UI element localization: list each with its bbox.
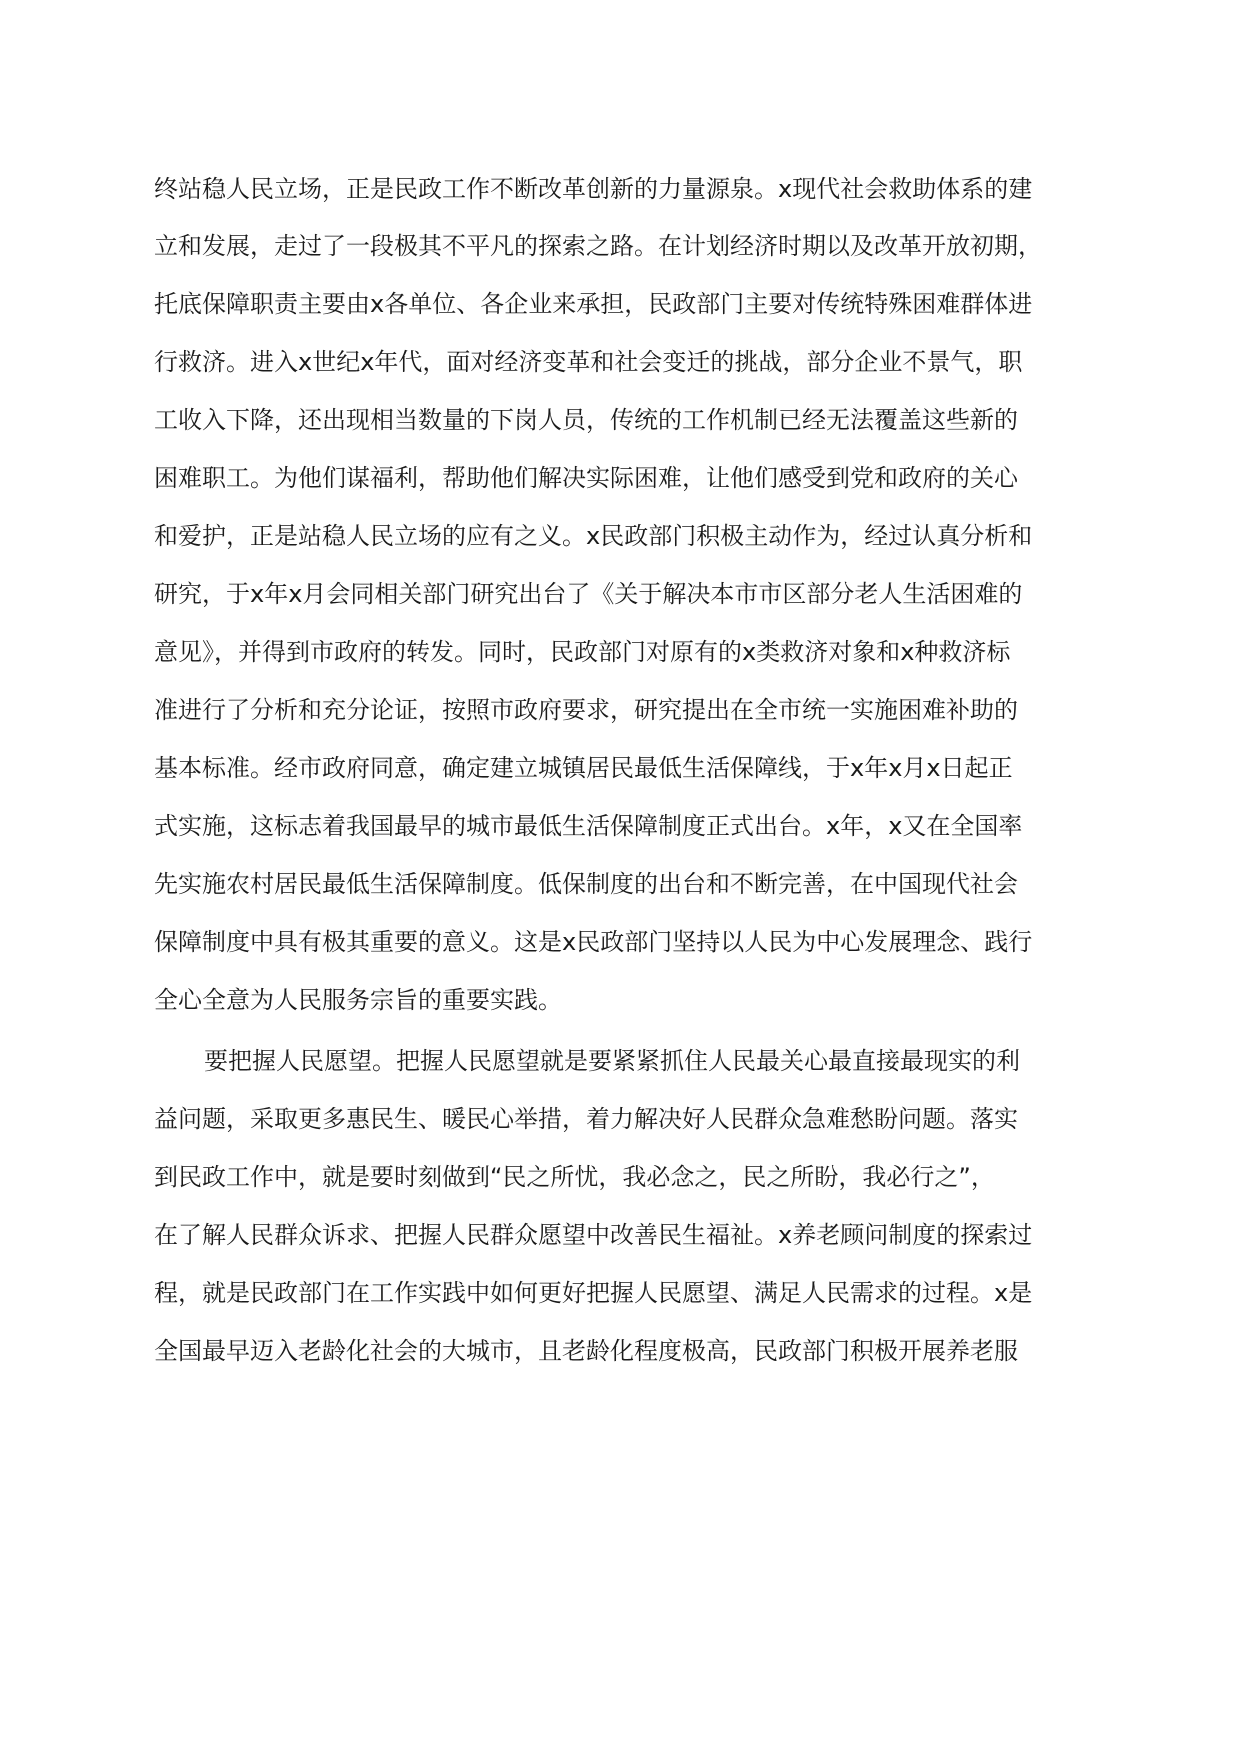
paragraph-1-line-8: 研究，于x年x月会同相关部门研究出台了《关于解决本市市区部分老人生活困难的 bbox=[154, 580, 1023, 608]
paragraph-1-line-14: 保障制度中具有极其重要的意义。这是x民政部门坚持以人民为中心发展理念、践行 bbox=[154, 928, 1033, 956]
paragraph-1-line-6: 困难职工。为他们谋福利，帮助他们解决实际困难，让他们感受到党和政府的关心 bbox=[154, 464, 1018, 492]
paragraph-1-line-13: 先实施农村居民最低生活保障制度。低保制度的出台和不断完善，在中国现代社会 bbox=[154, 870, 1018, 898]
paragraph-2-line-3: 到民政工作中，就是要时刻做到“民之所忧，我必念之，民之所盼，我必行之”， bbox=[154, 1163, 995, 1191]
paragraph-1-line-11: 基本标准。经市政府同意，确定建立城镇居民最低生活保障线，于x年x月x日起正 bbox=[154, 754, 1013, 782]
paragraph-2-line-6: 全国最早迈入老龄化社会的大城市，且老龄化程度极高，民政部门积极开展养老服 bbox=[154, 1337, 1018, 1365]
paragraph-1-line-10: 准进行了分析和充分论证，按照市政府要求，研究提出在全市统一实施困难补助的 bbox=[154, 696, 1018, 724]
paragraph-2-line-1: 要把握人民愿望。把握人民愿望就是要紧紧抓住人民最关心最直接最现实的利 bbox=[204, 1047, 1020, 1075]
paragraph-1-line-2: 立和发展，走过了一段极其不平凡的探索之路。在计划经济时期以及改革开放初期， bbox=[154, 232, 1042, 260]
paragraph-2-line-4: 在了解人民群众诉求、把握人民群众愿望中改善民生福祉。x养老顾问制度的探索过 bbox=[154, 1221, 1033, 1249]
paragraph-1-line-7: 和爱护，正是站稳人民立场的应有之义。x民政部门积极主动作为，经过认真分析和 bbox=[154, 522, 1033, 550]
paragraph-2-line-5: 程，就是民政部门在工作实践中如何更好把握人民愿望、满足人民需求的过程。x是 bbox=[154, 1279, 1033, 1307]
paragraph-2-line-2: 益问题，采取更多惠民生、暖民心举措，着力解决好人民群众急难愁盼问题。落实 bbox=[154, 1105, 1018, 1133]
paragraph-1-line-4: 行救济。进入x世纪x年代，面对经济变革和社会变迁的挑战，部分企业不景气，职 bbox=[154, 348, 1023, 376]
paragraph-1-line-3: 托底保障职责主要由x各单位、各企业来承担，民政部门主要对传统特殊困难群体进 bbox=[154, 290, 1033, 318]
paragraph-1-line-5: 工收入下降，还出现相当数量的下岗人员，传统的工作机制已经无法覆盖这些新的 bbox=[154, 406, 1018, 434]
paragraph-1-line-9: 意见》，并得到市政府的转发。同时，民政部门对原有的x类救济对象和x种救济标 bbox=[154, 638, 1011, 666]
paragraph-1-line-1: 终站稳人民立场，正是民政工作不断改革创新的力量源泉。x现代社会救助体系的建 bbox=[154, 175, 1033, 203]
paragraph-1-line-12: 式实施，这标志着我国最早的城市最低生活保障制度正式出台。x年，x又在全国率 bbox=[154, 812, 1023, 840]
paragraph-1-line-15: 全心全意为人民服务宗旨的重要实践。 bbox=[154, 986, 562, 1014]
